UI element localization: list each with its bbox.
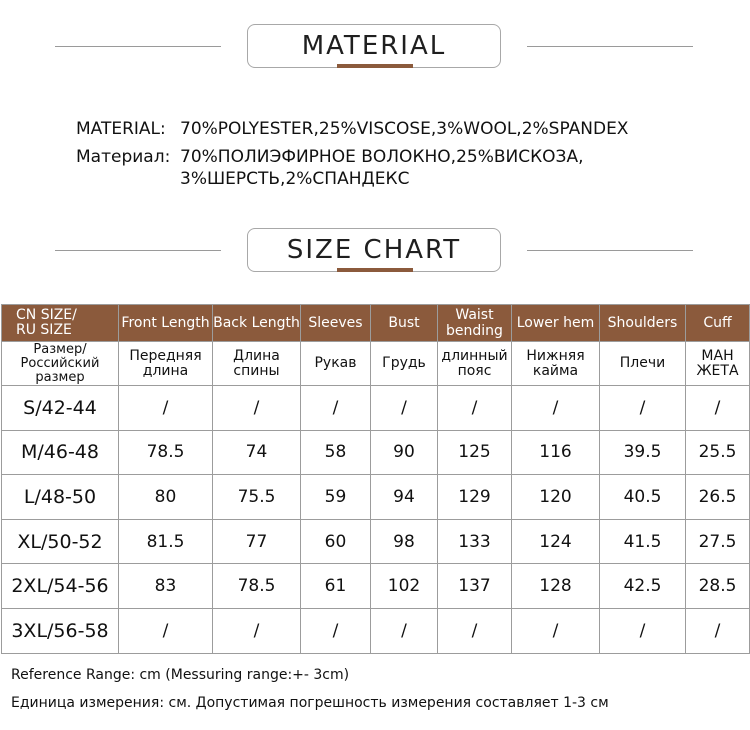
value-cell: 94 bbox=[371, 475, 438, 520]
value-cell: 74 bbox=[213, 430, 301, 475]
value-cell: 41.5 bbox=[600, 519, 686, 564]
value-cell: 124 bbox=[512, 519, 600, 564]
value-cell: / bbox=[512, 386, 600, 431]
size-chart-heading bbox=[0, 228, 750, 274]
value-cell: 137 bbox=[438, 564, 512, 609]
header-waist-bending: Waist bending bbox=[438, 305, 512, 342]
table-ru-header-row bbox=[2, 342, 750, 386]
ru-header-size: Размер/ Российский размер bbox=[2, 342, 119, 386]
value-cell: / bbox=[213, 386, 301, 431]
material-composition bbox=[76, 118, 628, 190]
value-cell: 98 bbox=[371, 519, 438, 564]
ru-header-bust: Грудь bbox=[371, 342, 438, 386]
value-cell: 83 bbox=[119, 564, 213, 609]
value-cell: / bbox=[686, 386, 750, 431]
value-cell: 102 bbox=[371, 564, 438, 609]
material-heading-label: MATERIAL bbox=[247, 24, 501, 68]
header-cuff: Cuff bbox=[686, 305, 750, 342]
material-ru-value-line1: 70%ПОЛИЭФИРНОЕ ВОЛОКНО,25%ВИСКОЗА, bbox=[180, 147, 584, 167]
value-cell: 39.5 bbox=[600, 430, 686, 475]
table-row bbox=[2, 430, 750, 475]
value-cell: 58 bbox=[301, 430, 371, 475]
value-cell: 25.5 bbox=[686, 430, 750, 475]
value-cell: 75.5 bbox=[213, 475, 301, 520]
value-cell: 59 bbox=[301, 475, 371, 520]
ru-header-back-length: Длина спины bbox=[213, 342, 301, 386]
header-sleeves: Sleeves bbox=[301, 305, 371, 342]
value-cell: 27.5 bbox=[686, 519, 750, 564]
value-cell: / bbox=[600, 386, 686, 431]
value-cell: 60 bbox=[301, 519, 371, 564]
table-row bbox=[2, 475, 750, 520]
value-cell: 40.5 bbox=[600, 475, 686, 520]
header-lower-hem: Lower hem bbox=[512, 305, 600, 342]
value-cell: / bbox=[600, 608, 686, 653]
header-bust: Bust bbox=[371, 305, 438, 342]
value-cell: 80 bbox=[119, 475, 213, 520]
value-cell: / bbox=[301, 386, 371, 431]
value-cell: 81.5 bbox=[119, 519, 213, 564]
ru-header-lower-hem: Нижняя кайма bbox=[512, 342, 600, 386]
value-cell: / bbox=[213, 608, 301, 653]
value-cell: / bbox=[438, 608, 512, 653]
value-cell: 77 bbox=[213, 519, 301, 564]
value-cell: 120 bbox=[512, 475, 600, 520]
table-row bbox=[2, 608, 750, 653]
table-row bbox=[2, 519, 750, 564]
value-cell: / bbox=[438, 386, 512, 431]
table-row bbox=[2, 386, 750, 431]
size-cell: XL/50-52 bbox=[2, 519, 119, 564]
reference-range-ru: Единица измерения: см. Допустимая погрешность измерения составляет 1-3 см bbox=[11, 695, 609, 711]
value-cell: / bbox=[119, 608, 213, 653]
value-cell: / bbox=[371, 608, 438, 653]
value-cell: 116 bbox=[512, 430, 600, 475]
reference-range-en: Reference Range: cm (Messuring range:+- 3cm) bbox=[11, 667, 350, 683]
size-cell: S/42-44 bbox=[2, 386, 119, 431]
header-back-length: Back Length bbox=[213, 305, 301, 342]
value-cell: 78.5 bbox=[213, 564, 301, 609]
table-header-row bbox=[2, 305, 750, 342]
header-shoulders: Shoulders bbox=[600, 305, 686, 342]
value-cell: 90 bbox=[371, 430, 438, 475]
value-cell: 129 bbox=[438, 475, 512, 520]
header-cn-size: CN SIZE/ RU SIZE bbox=[2, 305, 119, 342]
ru-header-waist: длинный пояс bbox=[438, 342, 512, 386]
material-ru-value-line2: 3%ШЕРСТЬ,2%СПАНДЕКС bbox=[180, 169, 410, 189]
accent-bar bbox=[337, 268, 413, 272]
size-chart-table bbox=[1, 304, 750, 654]
ru-header-sleeves: Рукав bbox=[301, 342, 371, 386]
material-en-value: 70%POLYESTER,25%VISCOSE,3%WOOL,2%SPANDEX bbox=[180, 119, 629, 139]
size-cell: 3XL/56-58 bbox=[2, 608, 119, 653]
material-heading bbox=[0, 24, 750, 70]
ru-header-cuff: МАН ЖЕТА bbox=[686, 342, 750, 386]
value-cell: 42.5 bbox=[600, 564, 686, 609]
ru-header-shoulders: Плечи bbox=[600, 342, 686, 386]
size-cell: L/48-50 bbox=[2, 475, 119, 520]
header-front-length: Front Length bbox=[119, 305, 213, 342]
value-cell: / bbox=[686, 608, 750, 653]
value-cell: 133 bbox=[438, 519, 512, 564]
divider-line bbox=[55, 46, 221, 47]
size-cell: M/46-48 bbox=[2, 430, 119, 475]
value-cell: 61 bbox=[301, 564, 371, 609]
value-cell: / bbox=[371, 386, 438, 431]
value-cell: / bbox=[301, 608, 371, 653]
material-ru-label: Материал: bbox=[76, 147, 171, 167]
divider-line bbox=[527, 250, 693, 251]
size-cell: 2XL/54-56 bbox=[2, 564, 119, 609]
table-row bbox=[2, 564, 750, 609]
material-en-label: MATERIAL: bbox=[76, 119, 166, 139]
value-cell: 125 bbox=[438, 430, 512, 475]
value-cell: 26.5 bbox=[686, 475, 750, 520]
size-chart-heading-label: SIZE CHART bbox=[247, 228, 501, 272]
value-cell: 28.5 bbox=[686, 564, 750, 609]
accent-bar bbox=[337, 64, 413, 68]
value-cell: / bbox=[119, 386, 213, 431]
divider-line bbox=[527, 46, 693, 47]
value-cell: / bbox=[512, 608, 600, 653]
value-cell: 128 bbox=[512, 564, 600, 609]
value-cell: 78.5 bbox=[119, 430, 213, 475]
ru-header-front-length: Передняя длина bbox=[119, 342, 213, 386]
divider-line bbox=[55, 250, 221, 251]
